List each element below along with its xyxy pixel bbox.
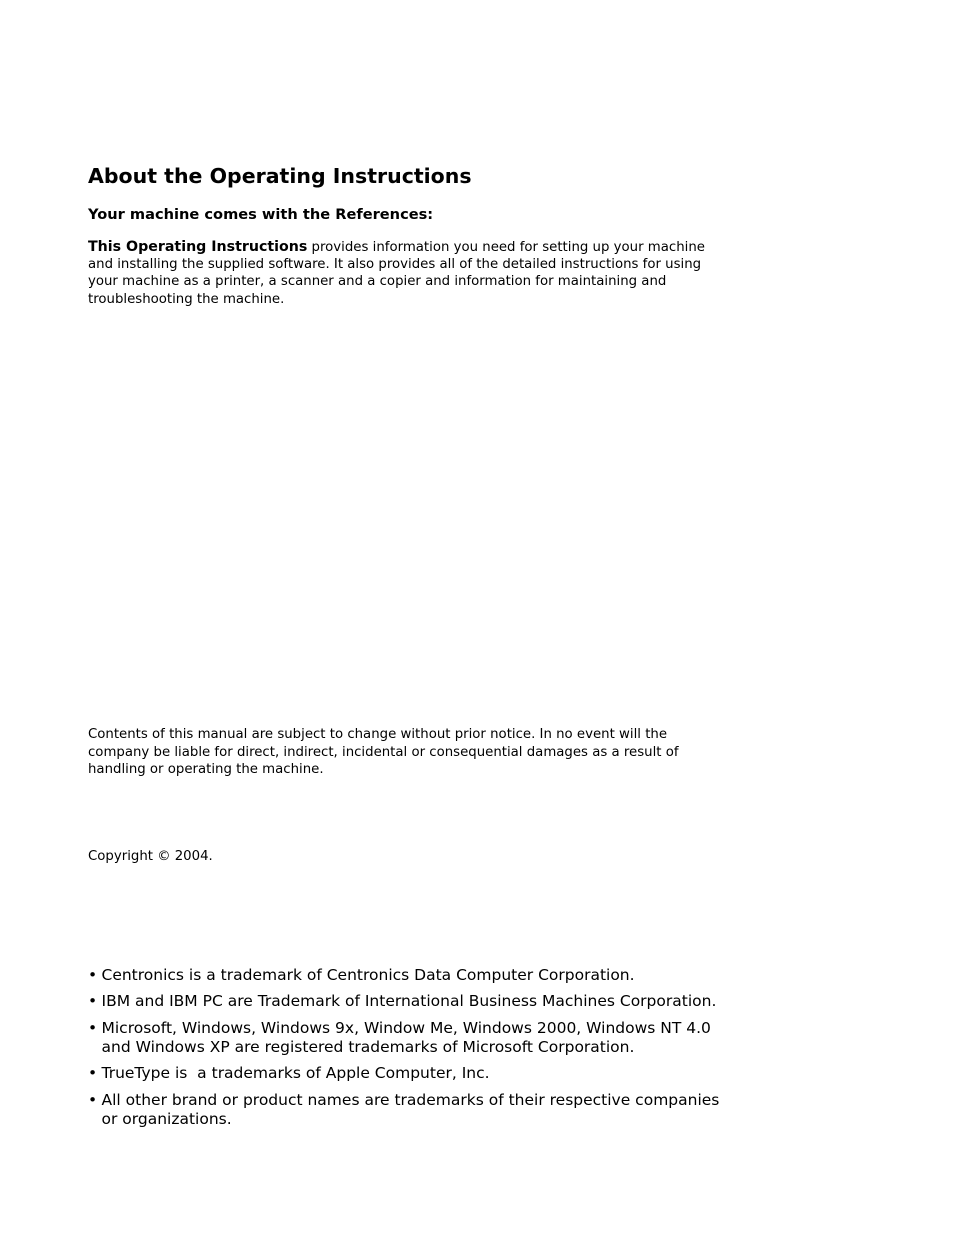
trademark-text: TrueType is a trademarks of Apple Computer, Inc. — [101, 1064, 490, 1083]
intro-bold-lead: This Operating Instructions — [88, 239, 308, 255]
bullet-icon: • — [88, 1064, 98, 1083]
trademark-text: All other brand or product names are trademarks of their respective companies or organizations. — [101, 1090, 720, 1128]
trademark-item — [88, 966, 728, 985]
intro-text: provides information you need for setting up your machine and installing the supplied software. It also provides all of the detailed instructions for using your machine as a printer, a scanner and a copier and information for maintaining and troubleshooting the machine. — [88, 240, 705, 307]
trademark-item — [88, 1064, 728, 1083]
copyright-notice: Copyright © 2004. — [88, 849, 213, 864]
trademark-item — [88, 992, 728, 1011]
bullet-icon: • — [88, 1090, 98, 1109]
bullet-icon: • — [88, 966, 98, 984]
trademark-text: IBM and IBM PC are Trademark of International Business Machines Corporation. — [101, 992, 717, 1011]
trademark-item — [88, 1019, 728, 1057]
references-heading: Your machine comes with the References: — [88, 206, 434, 223]
trademark-text: Centronics is a trademark of Centronics Data Computer Corporation. — [101, 966, 635, 984]
page-title: About the Operating Instructions — [88, 164, 472, 188]
trademark-item — [88, 1091, 728, 1129]
bullet-icon: • — [88, 992, 98, 1011]
disclaimer-paragraph: Contents of this manual are subject to change without prior notice. In no event will the company be liable for direct, indirect, incidental or consequential damages as a result of handling or operating the machine. — [88, 727, 679, 778]
bullet-icon: • — [88, 1018, 98, 1037]
trademark-list — [88, 966, 728, 1136]
trademark-text: Microsoft, Windows, Windows 9x, Window Me, Windows 2000, Windows NT 4.0 and Windows XP are registered trademarks of Microsoft Corporation. — [101, 1018, 711, 1056]
intro-paragraph — [88, 239, 718, 308]
